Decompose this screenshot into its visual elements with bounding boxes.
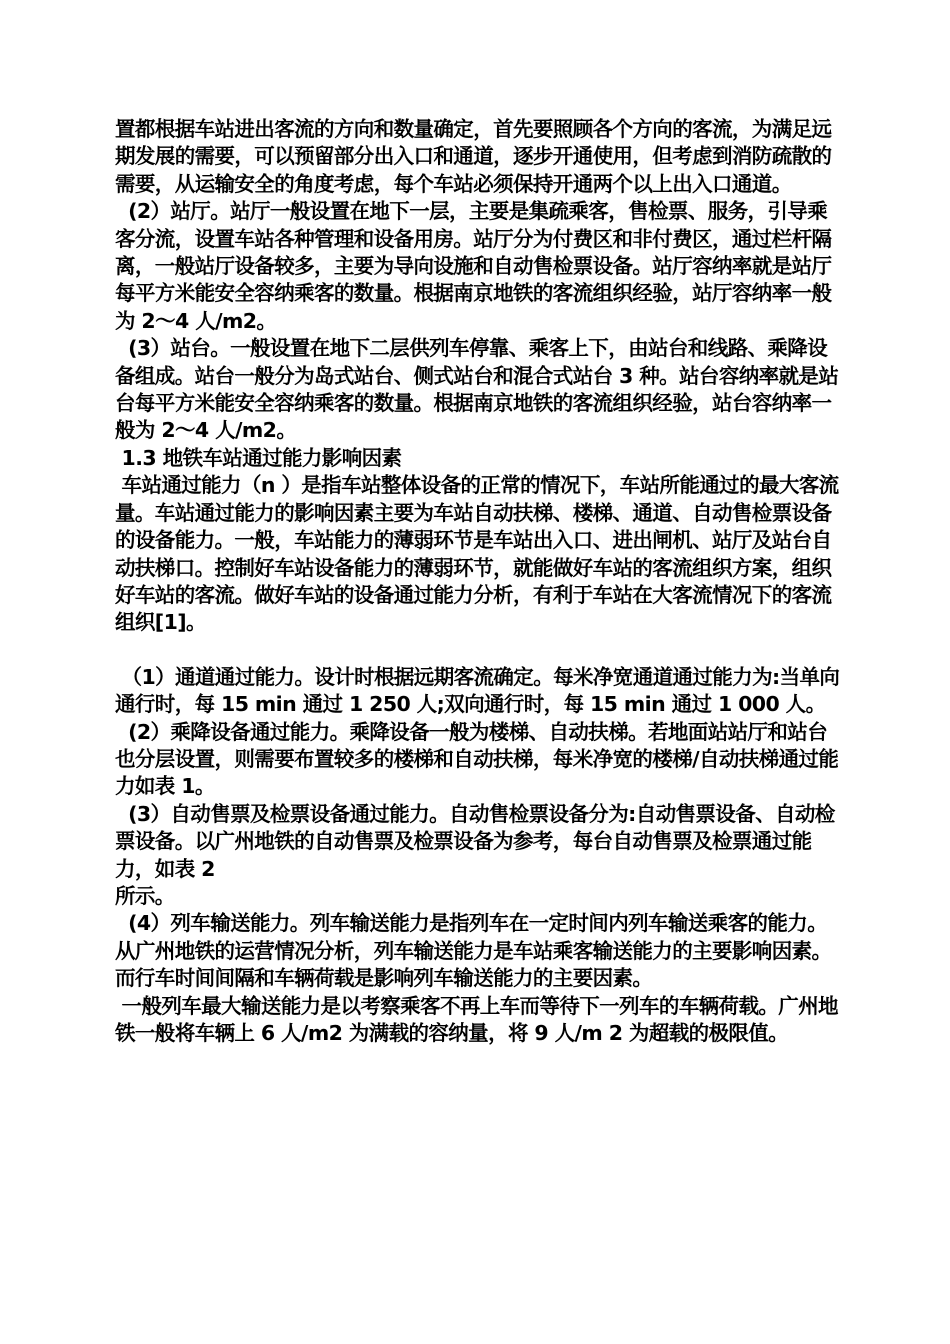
section-heading: 1.3 地铁车站通过能力影响因素 (115, 445, 402, 470)
paragraph-escalator-capacity: (2）乘降设备通过能力。乘降设备一般为楼梯、自动扶梯。若地面站站厅和站台也分层设置，则需要布置较多的楼梯和自动扶梯，每米净宽的楼梯/自动扶梯通过能力如表 1。 (115, 719, 839, 799)
paragraph-passage-capacity: （1）通道通过能力。设计时根据远期客流确定。每米净宽通道通过能力为:当单向通行时，每 15 min 通过 1 250 人;双向通行时，每 15 min 通过 1 000 人。 (115, 664, 840, 717)
paragraph-ticketing-capacity: (3）自动售票及检票设备通过能力。自动售检票设备分为:自动售票设备、自动检票设备。以广州地铁的自动售票及检票设备为参考，每台自动售票及检票通过能力，如表 2 (115, 801, 835, 881)
paragraph-station-hall: (2）站厅。站厅一般设置在地下一层，主要是集疏乘客，售检票、服务，引导乘客分流，设置车站各种管理和设备用房。站厅分为付费区和非付费区，通过栏杆隔离，一般站厅设备较多，主要为导向设施和自动售检票设备。站厅容纳率就是站厅每平方米能安全容纳乘客的数量。根据南京地铁的客流组织经验，站厅容纳率一般为 2～4 人/m2。 (115, 199, 832, 333)
paragraph-station-capacity: 车站通过能力（n ）是指车站整体设备的正常的情况下，车站所能通过的最大客流量。车站通过能力的影响因素主要为车站自动扶梯、楼梯、通道、自动售检票设备的设备能力。一般，车站能力的薄弱环节是车站出入口、进出闸机、站厅及站台自动扶梯口。控制好车站设备能力的薄弱环节，就能做好车站的客流组织方案，组织好车站的客流。做好车站的设备通过能力分析，有利于车站在大客流情况下的客流组织[1]。 (115, 473, 839, 635)
paragraph-train-capacity: (4）列车输送能力。列车输送能力是指列车在一定时间内列车输送乘客的能力。从广州地铁的运营情况分析，列车输送能力是车站乘客输送能力的主要影响因素。而行车时间间隔和车辆荷载是影响列车输送能力的主要因素。 (115, 911, 832, 991)
paragraph-ticketing-continuation: 所示。 (115, 883, 175, 908)
paragraph-train-load: 一般列车最大输送能力是以考察乘客不再上车而等待下一列车的车辆荷载。广州地铁一般将车辆上 6 人/m2 为满载的容纳量，将 9 人/m 2 为超载的极限值。 (115, 993, 838, 1045)
body-text (115, 116, 840, 1047)
paragraph-platform: (3）站台。一般设置在地下二层供列车停靠、乘客上下，由站台和线路、乘降设备组成。站台一般分为岛式站台、侧式站台和混合式站台 3 种。站台容纳率就是站台每平方米能安全容纳乘客的数量。根据南京地铁的客流组织经验，站台容纳率一般为 2～4 人/m2。 (115, 336, 839, 443)
paragraph-station-entrances: 置都根据车站进出客流的方向和数量确定，首先要照顾各个方向的客流，为满足远期发展的需要，可以预留部分出入口和通道，逐步开通使用，但考虑到消防疏散的需要，从运输安全的角度考虑，每个车站必须保持开通两个以上出入口通道。 (115, 117, 832, 196)
paragraph-spacer (115, 637, 840, 664)
